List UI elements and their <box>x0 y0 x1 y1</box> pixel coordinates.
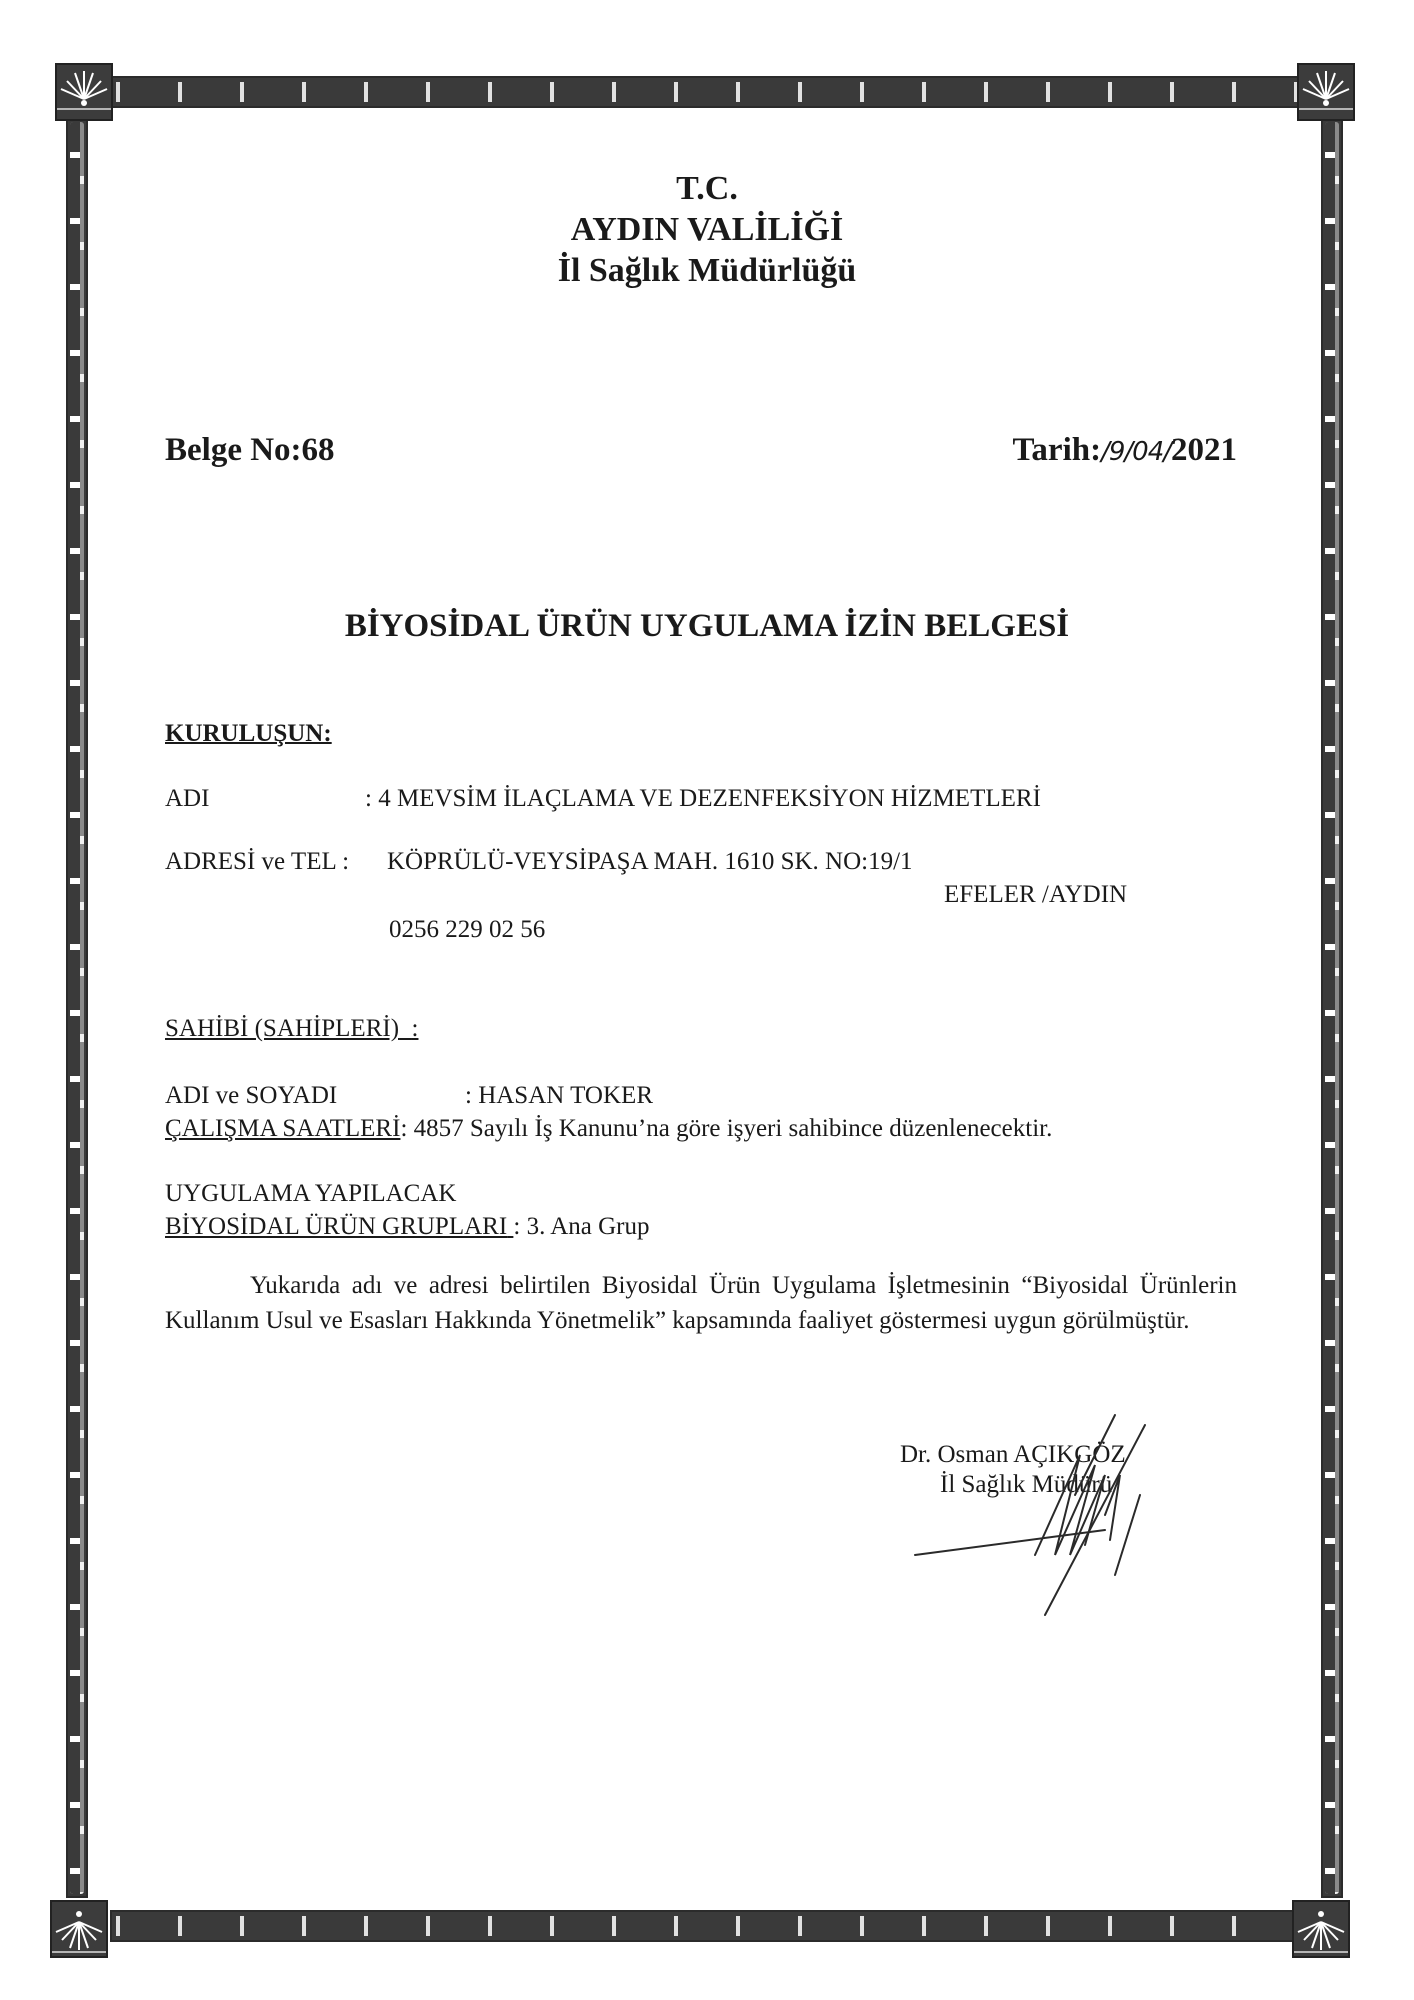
issuer-header <box>0 168 1414 291</box>
signature-block <box>900 1440 1126 1500</box>
owner-name-value: : HASAN TOKER <box>465 1082 653 1109</box>
date-label: Tarih: <box>1012 432 1102 468</box>
border-top <box>110 76 1304 108</box>
organization-address-row <box>165 848 913 876</box>
product-groups-value: : 3. Ana Grup <box>513 1213 650 1240</box>
phone-number: 0256 229 02 56 <box>389 916 546 943</box>
border-bottom <box>110 1910 1304 1942</box>
border-left <box>66 118 88 1898</box>
corner-ornament-icon <box>55 63 113 121</box>
date-handwritten: /9/04/ <box>1101 437 1171 467</box>
working-hours-value: : 4857 Sayılı İş Kanunu’na göre işyeri sahibince düzenlenecektir. <box>400 1115 1053 1142</box>
product-groups-label-line1: UYGULAMA YAPILACAK <box>165 1180 457 1207</box>
working-hours-label: ÇALIŞMA SAATLERİ <box>165 1115 401 1142</box>
document-number-label: Belge No: <box>165 432 302 468</box>
owner-heading-colon: : <box>411 1015 419 1042</box>
signatory-title: İl Sağlık Müdürü <box>940 1471 1113 1498</box>
date-year: 2021 <box>1171 432 1237 468</box>
owner-name-label: ADI ve SOYADI <box>165 1082 338 1109</box>
owner-heading <box>165 1015 418 1043</box>
corner-ornament-icon <box>1292 1900 1350 1958</box>
address-line-2: EFELER /AYDIN <box>944 881 1128 908</box>
corner-ornament-icon <box>1297 63 1355 121</box>
header-line-tc: T.C. <box>676 170 738 207</box>
signatory-name: Dr. Osman AÇIKGÖZ <box>900 1441 1126 1468</box>
owner-name-row <box>165 1082 653 1110</box>
document-title: BİYOSİDAL ÜRÜN UYGULAMA İZİN BELGESİ <box>344 608 1070 644</box>
organization-heading: KURULUŞUN: <box>165 720 332 747</box>
product-groups-row <box>165 1213 650 1241</box>
organization-name-value: : 4 MEVSİM İLAÇLAMA VE DEZENFEKSİYON HİZMETLERİ <box>365 785 1041 812</box>
header-line-governorship: AYDIN VALİLİĞİ <box>570 211 844 248</box>
header-line-directorate: İl Sağlık Müdürlüğü <box>557 252 857 289</box>
product-groups-label-line2: BİYOSİDAL ÜRÜN GRUPLARI <box>165 1213 508 1240</box>
corner-ornament-icon <box>50 1900 108 1958</box>
document-number <box>165 432 335 469</box>
address-line-1: KÖPRÜLÜ-VEYSİPAŞA MAH. 1610 SK. NO:19/1 <box>387 848 913 875</box>
organization-name-label: ADI <box>165 785 210 812</box>
working-hours-row <box>165 1115 1052 1143</box>
approval-statement: Yukarıda adı ve adresi belirtilen Biyosidal Ürün Uygulama İşletmesinin “Biyosidal Ürünlerin Kullanım Usul ve Esasları Hakkında Yönetmelik” kapsamında faaliyet göstermesi uygun görülmüştür. <box>165 1272 1237 1334</box>
owner-heading-text: SAHİBİ (SAHİPLERİ) <box>165 1015 400 1042</box>
organization-name-row <box>165 785 1041 813</box>
document-meta <box>165 432 1237 469</box>
document-date <box>1012 432 1237 469</box>
document-number-value: 68 <box>301 432 335 468</box>
address-label: ADRESİ ve TEL : <box>165 848 350 875</box>
border-right <box>1321 118 1343 1898</box>
